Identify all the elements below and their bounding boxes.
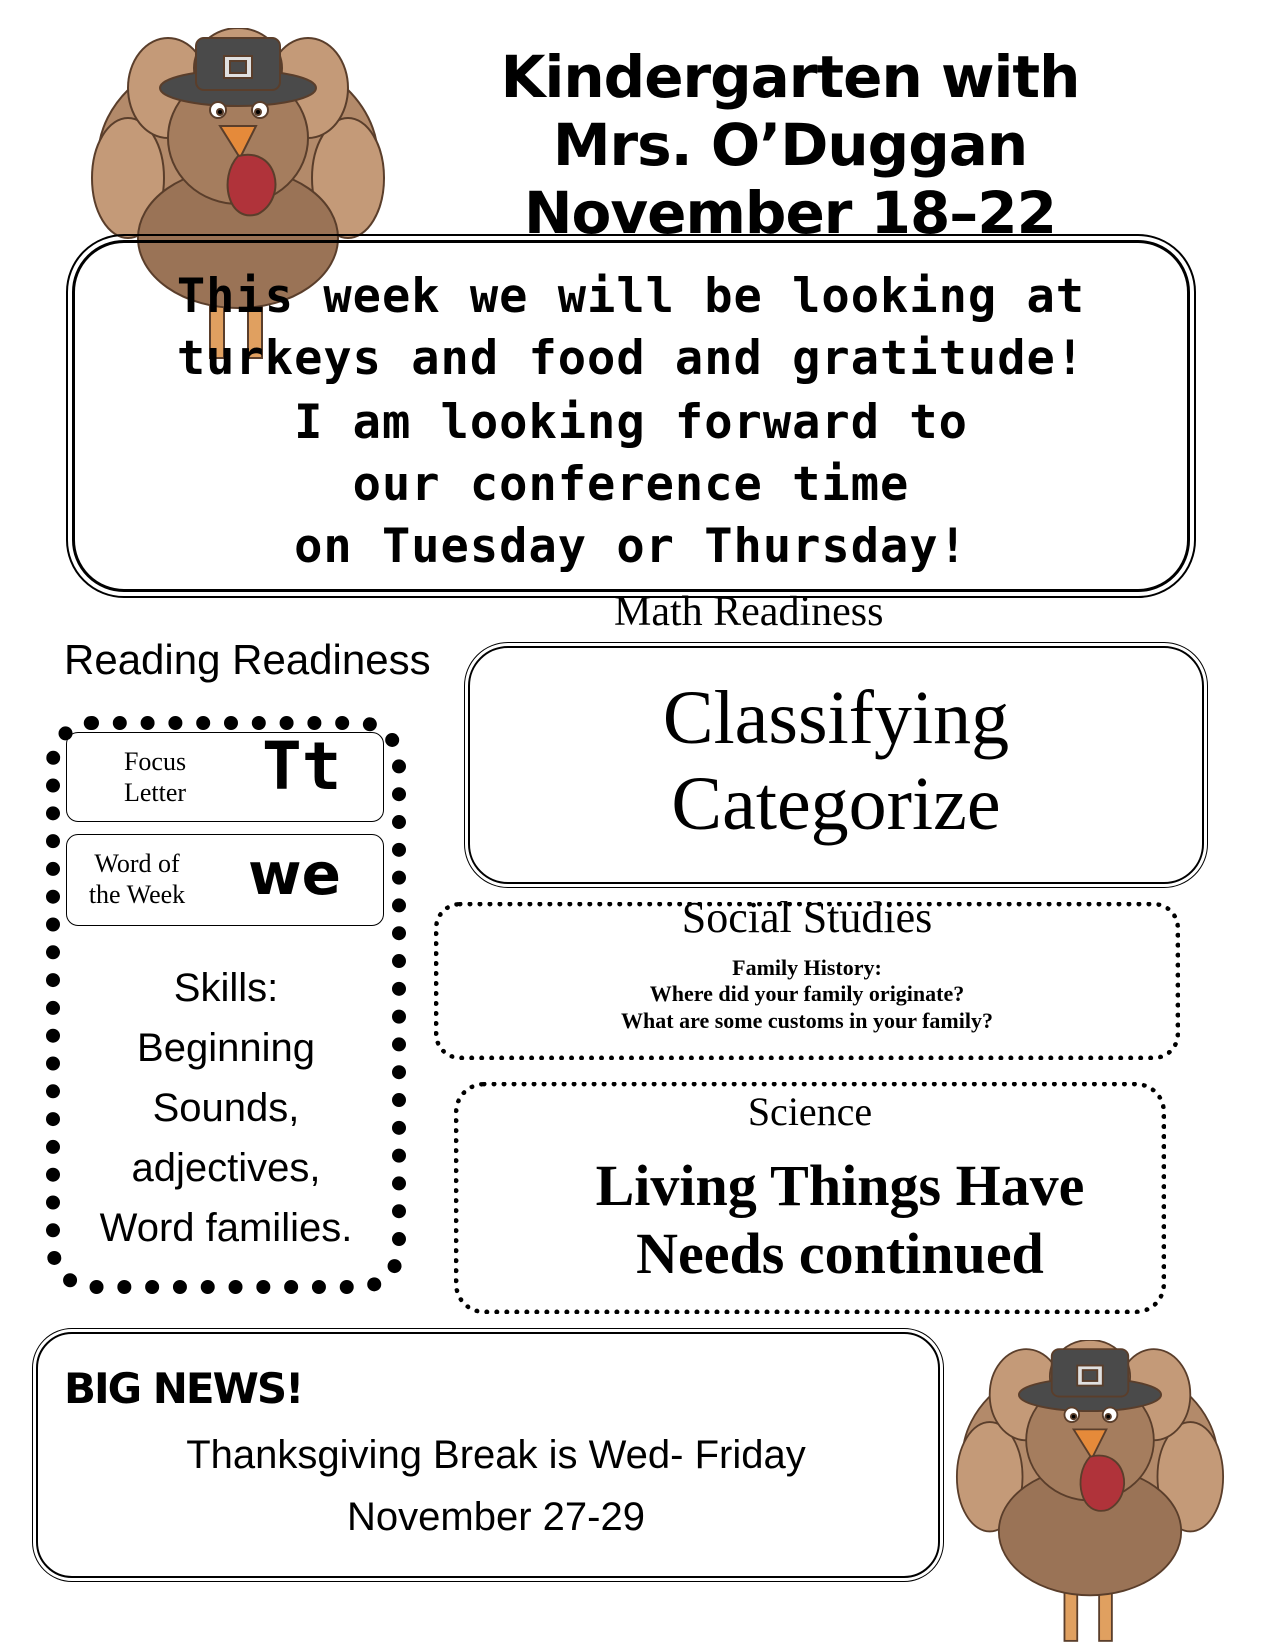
skills-line: Skills:	[173, 966, 279, 1010]
math-readiness-label: Math Readiness	[614, 589, 884, 635]
skills-line: adjectives,	[131, 1146, 321, 1190]
page-title-line-3: November 18–22	[523, 179, 1057, 247]
big-news-line: Thanksgiving Break is Wed- Friday	[186, 1433, 806, 1477]
science-label: Science	[747, 1089, 873, 1134]
intro-line: on Tuesday or Thursday!	[294, 519, 968, 574]
page-title-line-2: Mrs. O’Duggan	[552, 111, 1028, 179]
skills-line: Beginning	[137, 1026, 315, 1070]
math-topic-line: Categorize	[671, 762, 1001, 846]
big-news-line: November 27-29	[347, 1495, 645, 1539]
focus-letter-label-line: Focus	[123, 747, 187, 776]
big-news-title: BIG NEWS!	[64, 1364, 303, 1413]
word-of-week-label-line: the Week	[88, 880, 186, 909]
pilgrim-turkey-icon	[940, 1340, 1240, 1650]
social-studies-label: Social Studies	[681, 893, 933, 942]
math-topic-line: Classifying	[662, 676, 1010, 760]
word-of-week-value: we	[248, 840, 341, 908]
intro-line: This week we will be looking at	[176, 269, 1086, 324]
word-of-week-label	[72, 848, 202, 910]
focus-letter-label-line: Letter	[123, 778, 187, 807]
page-title-line-1: Kindergarten with	[500, 43, 1080, 111]
skills-line: Word families.	[99, 1206, 353, 1250]
intro-line: our conference time	[352, 457, 910, 512]
intro-line: turkeys and food and gratitude!	[176, 331, 1086, 386]
science-topic-line: Needs continued	[636, 1221, 1044, 1286]
focus-letter-value: Tt	[262, 728, 342, 805]
reading-readiness-label: Reading Readiness	[64, 636, 431, 683]
focus-letter-label	[90, 746, 220, 808]
social-studies-line: What are some customs in your family?	[621, 1008, 993, 1033]
reading-skills	[66, 958, 386, 1258]
word-of-week-label-line: Word of	[94, 849, 180, 878]
social-studies-line: Where did your family originate?	[649, 981, 965, 1006]
science-topic-line: Living Things Have	[595, 1153, 1085, 1218]
social-studies-line: Family History:	[732, 955, 882, 980]
skills-line: Sounds,	[152, 1086, 300, 1130]
intro-line: I am looking forward to	[294, 395, 968, 450]
